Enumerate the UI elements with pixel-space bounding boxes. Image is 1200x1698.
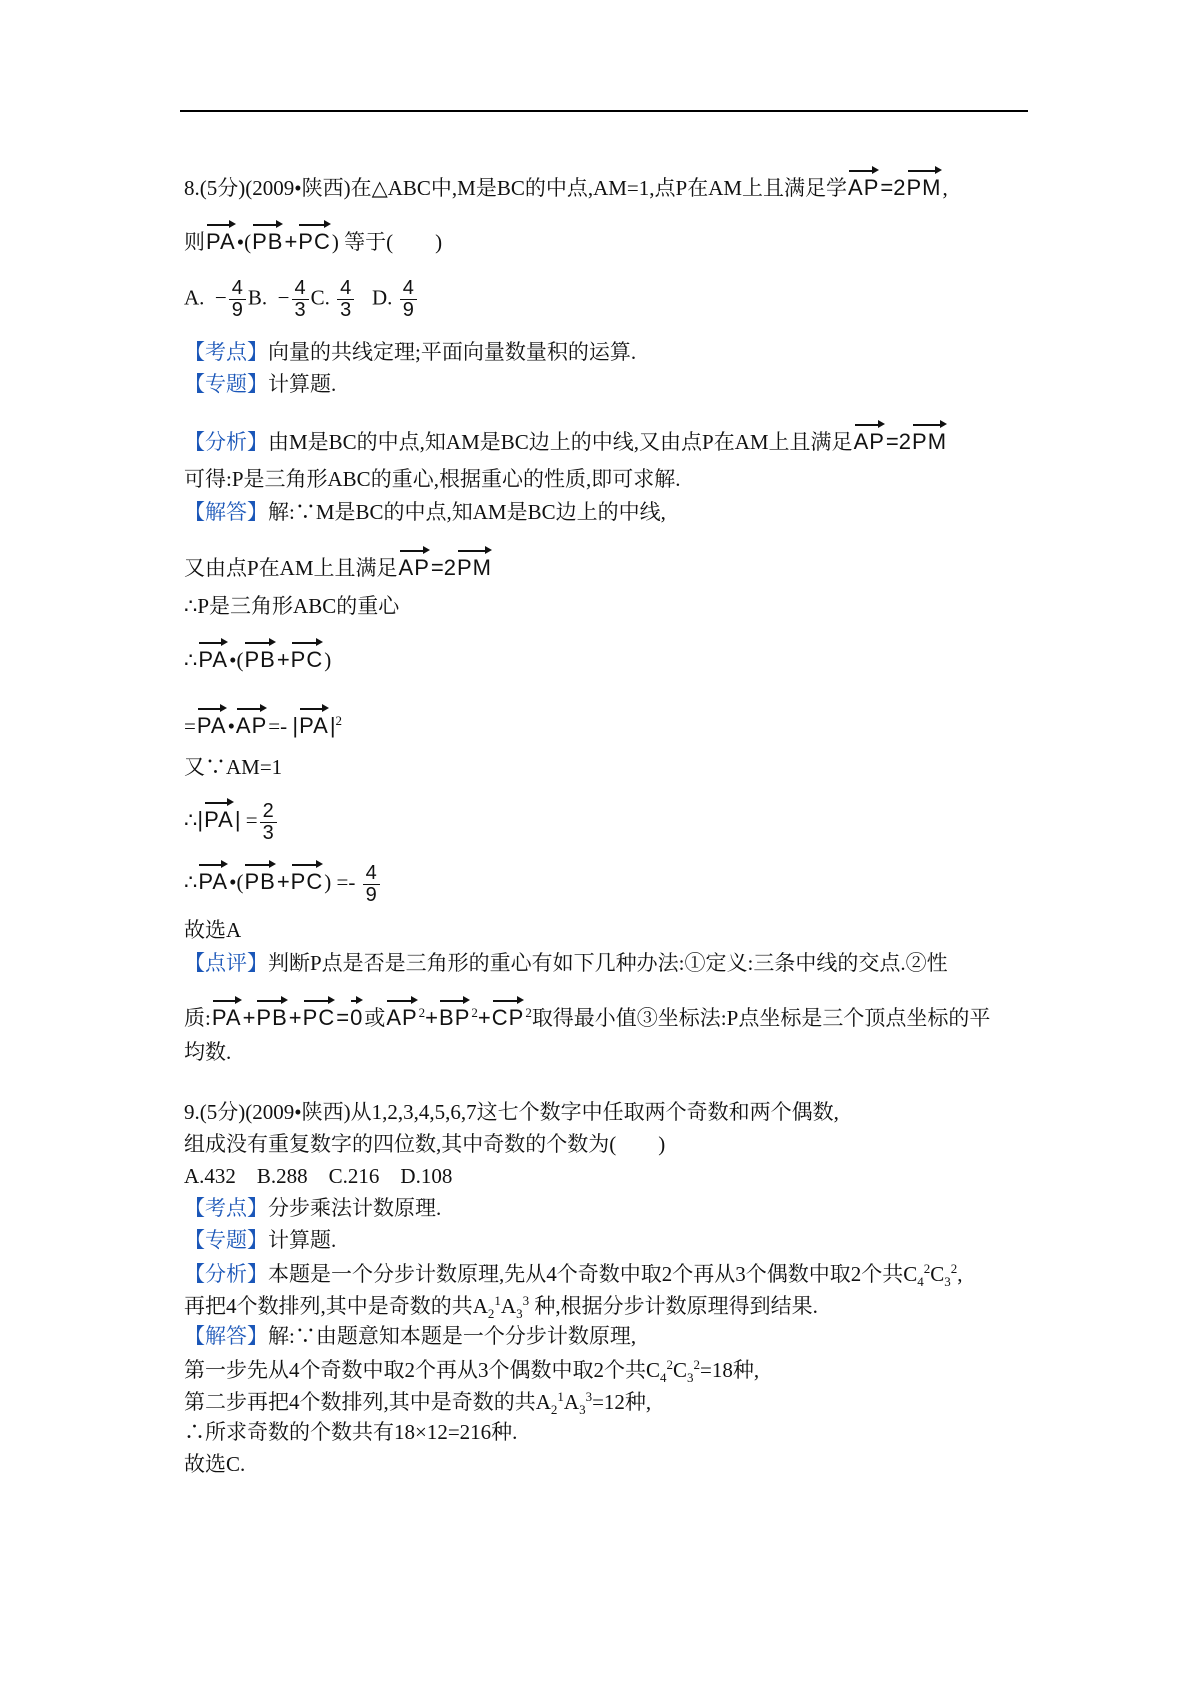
q9-stem-line2: 组成没有重复数字的四位数,其中奇数的个数为( )	[184, 1132, 666, 1156]
q9-step1: 第一步先从4个奇数中取2个再从3个偶数中取2个共$C_4^2C_3^2=18$种,	[184, 1357, 760, 1386]
q8-zhuanti: 【专题】计算题.	[184, 372, 337, 396]
q8-step3: ∴PA•(PB+PC)	[184, 640, 331, 671]
vector-ap: AP	[399, 548, 430, 579]
q9-fenxi-line2: 再把4个数排列,其中是奇数的共$A_2^1A_3^3$ 种,根据分步计数原理得到结果.	[184, 1293, 818, 1322]
q8-dianping: 【点评】判断P点是否是三角形的重心有如下几种办法:①定义:三条中线的交点.②性	[184, 951, 948, 975]
q8-step8: 故选A	[184, 918, 242, 942]
vector-pa: PA	[299, 706, 329, 737]
fraction: $\frac{4}{9}$	[400, 278, 417, 321]
vector-pc: PC	[291, 640, 324, 671]
vector-ap: AP	[386, 998, 417, 1029]
q8-step1: 又由点P在AM上且满足AP=2PM	[184, 548, 493, 579]
vector-ap: AP	[854, 422, 885, 453]
q9-kaodian: 【考点】分步乘法计数原理.	[184, 1196, 442, 1220]
vector-pc: PC	[291, 862, 324, 893]
q8-fenxi-line2: 可得:P是三角形ABC的重心,根据重心的性质,即可求解.	[184, 467, 681, 491]
q9-step4: 故选C.	[184, 1452, 246, 1476]
fraction: $\frac{4}{3}$	[292, 278, 309, 321]
q8-stem-line2: 则PA•(PB+PC) 等于( )	[184, 222, 442, 253]
vector-pb: PB	[244, 640, 275, 671]
vector-pb: PB	[252, 222, 283, 253]
header-rule	[180, 110, 1028, 112]
vector-cp: CP	[492, 998, 525, 1029]
q8-jieda: 【解答】解:∵M是BC的中点,知AM是BC边上的中线,	[184, 500, 666, 524]
q8-step2: ∴P是三角形ABC的重心	[184, 594, 400, 618]
vector-pc: PC	[298, 222, 331, 253]
vector-zero: 0	[350, 998, 363, 1029]
q8-step4: =PA•AP=- $|PA|^2$	[184, 706, 342, 737]
vector-pb: PB	[256, 998, 287, 1029]
vector-pa: PA	[204, 800, 234, 831]
vector-pa: PA	[198, 640, 228, 671]
q9-step2: 第二步再把4个数排列,其中是奇数的共$A_2^1A_3^3=12$种,	[184, 1389, 652, 1418]
q8-dianping-line3: 均数.	[184, 1040, 232, 1064]
q8-step7: ∴PA•(PB+PC) =- $\frac{4}{9}$	[184, 862, 382, 906]
q9-fenxi: 【分析】本题是一个分步计数原理,先从4个奇数中取2个再从3个偶数中取2个共$C_4^2C_3^2$,	[184, 1261, 963, 1290]
vector-pa: PA	[197, 706, 227, 737]
fraction: $\frac{4}{9}$	[229, 278, 246, 321]
q8-stem-line1: 8.(5分)(2009•陕西)在△ABC中,M是BC的中点,AM=1,点P在AM上且满足学AP=2PM,	[184, 168, 948, 199]
q9-stem-line1: 9.(5分)(2009•陕西)从1,2,3,4,5,6,7这七个数字中任取两个奇数和两个偶数,	[184, 1100, 839, 1124]
fraction: $\frac{2}{3}$	[260, 801, 277, 844]
vector-ap: AP	[236, 706, 267, 737]
vector-pm: PM	[457, 548, 492, 579]
fraction: $\frac{4}{3}$	[337, 278, 354, 321]
vector-pb: PB	[244, 862, 275, 893]
q9-step3: ∴所求奇数的个数共有18×12=216种.	[184, 1420, 518, 1444]
q8-kaodian: 【考点】向量的共线定理;平面向量数量积的运算.	[184, 340, 637, 364]
q9-options: A.432 B.288 C.216 D.108	[184, 1164, 453, 1188]
vector-pc: PC	[303, 998, 336, 1029]
fraction: $\frac{4}{9}$	[363, 863, 380, 906]
vector-pm: PM	[907, 168, 942, 199]
q9-jieda: 【解答】解:∵由题意知本题是一个分步计数原理,	[184, 1324, 637, 1348]
q9-zhuanti: 【专题】计算题.	[184, 1228, 337, 1252]
q8-dianping-line2: 质:PA+PB+PC=0或$AP^2+BP^2+CP^2$取得最小值③坐标法:P点坐标是三个顶点坐标的平	[184, 998, 990, 1029]
vector-bp: BP	[439, 998, 470, 1029]
q8-step5: 又∵AM=1	[184, 755, 283, 779]
q8-step6: ∴|PA| = $\frac{2}{3}$	[184, 800, 279, 844]
q8-options: A. − $\frac{4}{9}$ B. − $\frac{4}{3}$ C. $\frac{4}{3}$ D. $\frac{4}{9}$	[184, 278, 419, 321]
vector-pa: PA	[198, 862, 228, 893]
vector-ap: AP	[848, 168, 879, 199]
vector-pa: PA	[212, 998, 242, 1029]
vector-pm: PM	[912, 422, 947, 453]
vector-pa: PA	[206, 222, 236, 253]
q8-fenxi: 【分析】由M是BC的中点,知AM是BC边上的中线,又由点P在AM上且满足AP=2PM	[184, 422, 948, 453]
